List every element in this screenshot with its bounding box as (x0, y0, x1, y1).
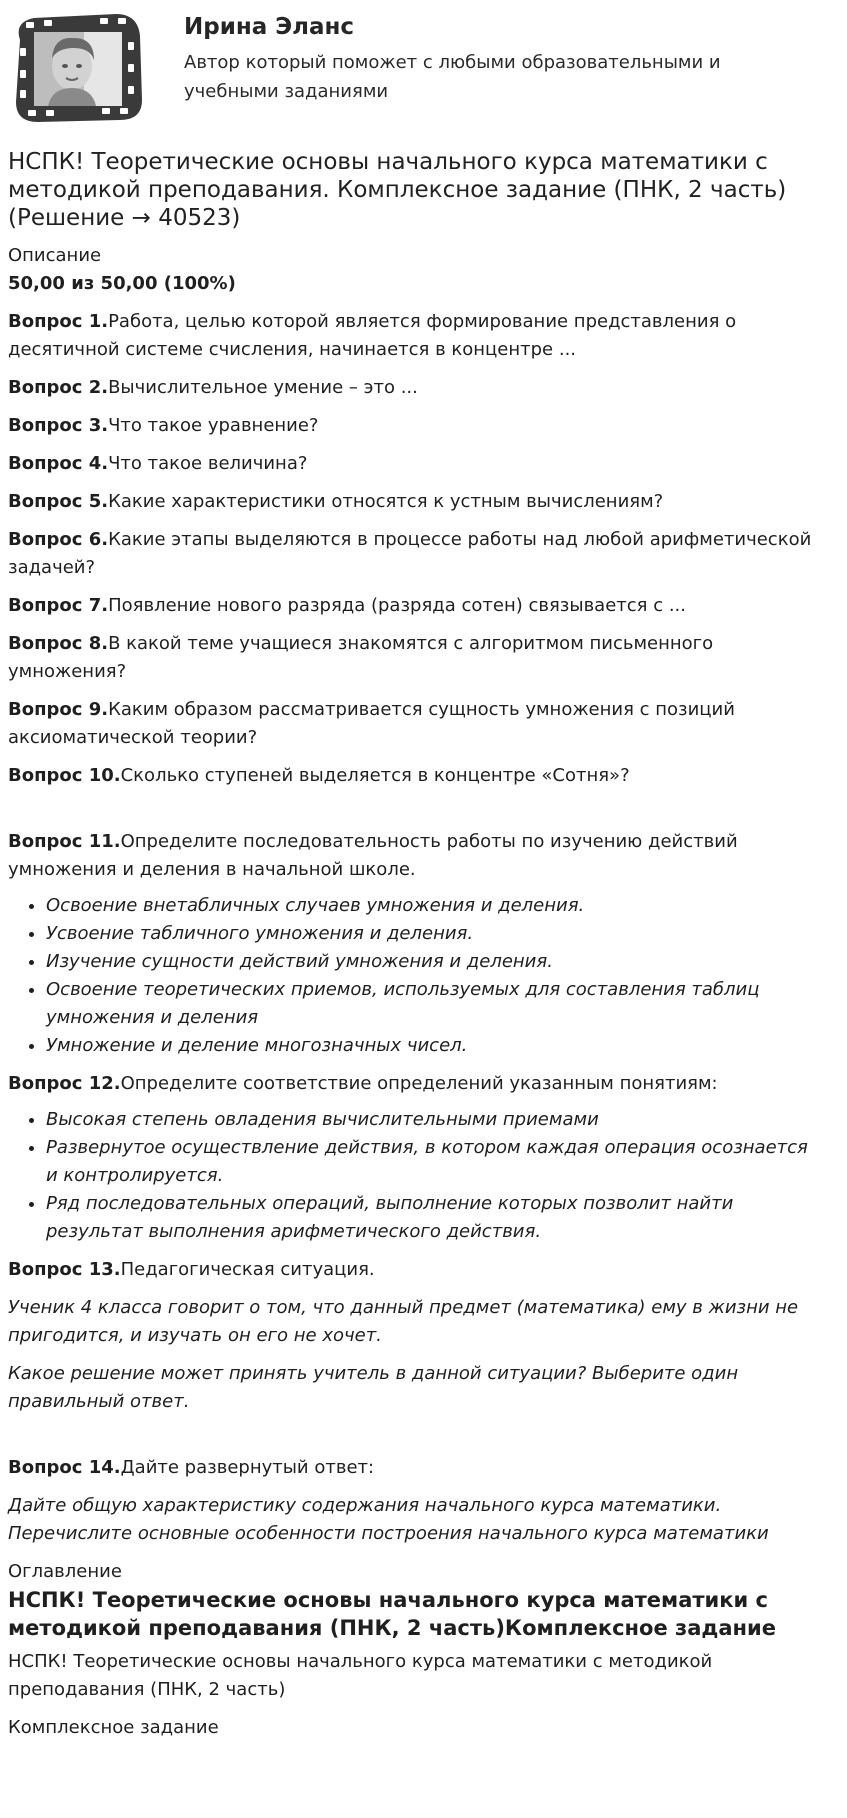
toc-item[interactable]: Комплексное задание (8, 1717, 219, 1738)
question-text: Каким образом рассматривается сущность умножения с позиций аксиоматической теории? (8, 699, 735, 748)
list-item: • Высокая степень овладения вычислительными приемами (46, 1106, 824, 1134)
question-7 (8, 592, 824, 620)
question-text: Работа, целью которой является формирование представления о десятичной системе счисления, начинается в концентре ... (8, 311, 737, 360)
list-item: • Развернутое осуществление действия, в котором каждая операция осознается и контролируется. (46, 1134, 824, 1190)
question-13 (8, 1256, 824, 1284)
question-label: Вопрос 5. (8, 491, 109, 512)
question-4 (8, 450, 824, 478)
question-label: Вопрос 3. (8, 415, 109, 436)
question-text: Что такое уравнение? (108, 415, 319, 436)
question-text: Сколько ступеней выделяется в концентре «Сотня»? (120, 765, 630, 786)
question-text: Какие этапы выделяются в процессе работы над любой арифметической задачей? (8, 529, 812, 578)
question-label: Вопрос 12. (8, 1073, 121, 1094)
question-3 (8, 412, 824, 440)
question-label: Вопрос 2. (8, 377, 109, 398)
question-12 (8, 1070, 824, 1098)
question-text: Педагогическая ситуация. (120, 1259, 375, 1280)
question-14 (8, 1454, 824, 1482)
question-text: Определите соответствие определений указанным понятиям: (120, 1073, 718, 1094)
question-text: В какой теме учащиеся знакомятся с алгоритмом письменного умножения? (8, 633, 714, 682)
author-block (0, 0, 847, 138)
main-content (0, 148, 832, 1742)
toc-item[interactable]: НСПК! Теоретические основы начального курса математики с методикой преподавания (ПНК, 2 часть) (8, 1651, 713, 1700)
question-1 (8, 308, 824, 364)
list-item: • Изучение сущности действий умножения и деления. (46, 948, 824, 976)
question-label: Вопрос 9. (8, 699, 109, 720)
author-description: Автор который поможет с любыми образовательными и учебными заданиями (184, 52, 721, 102)
question-text: Определите последовательность работы по изучению действий умножения и деления в начальной школе. (8, 831, 738, 880)
score: 50,00 из 50,00 (100%) (8, 273, 236, 294)
question-text: Вычислительное умение – это ... (108, 377, 418, 398)
question-label: Вопрос 6. (8, 529, 109, 550)
description-label: Описание (8, 245, 102, 266)
question-2 (8, 374, 824, 402)
question-9 (8, 696, 824, 752)
question-text: Появление нового разряда (разряда сотен) связывается с ... (108, 595, 687, 616)
question-label: Вопрос 14. (8, 1457, 121, 1478)
question-label: Вопрос 10. (8, 765, 121, 786)
list-item: • Умножение и деление многозначных чисел. (46, 1032, 824, 1060)
author-name[interactable]: Ирина Эланс (184, 14, 355, 40)
question-13-note: Какое решение может принять учитель в данной ситуации? Выберите один правильный ответ. (8, 1363, 739, 1412)
question-label: Вопрос 1. (8, 311, 109, 332)
question-10 (8, 762, 824, 790)
question-label: Вопрос 8. (8, 633, 109, 654)
question-label: Вопрос 13. (8, 1259, 121, 1280)
question-14-note: Дайте общую характеристику содержания начального курса математики. Перечислите основные особенности построения начального курса математики (8, 1495, 769, 1544)
question-8 (8, 630, 824, 686)
author-avatar[interactable] (8, 8, 146, 126)
question-label: Вопрос 11. (8, 831, 121, 852)
question-label: Вопрос 7. (8, 595, 109, 616)
toc-label: Оглавление (8, 1561, 122, 1582)
question-label: Вопрос 4. (8, 453, 109, 474)
question-13-note: Ученик 4 класса говорит о том, что данный предмет (математика) ему в жизни не пригодится, и изучать он его не хочет. (8, 1297, 799, 1346)
question-text: Дайте развернутый ответ: (120, 1457, 375, 1478)
question-5 (8, 488, 824, 516)
question-11-options (8, 892, 824, 1060)
list-item: • Освоение внетабличных случаев умножения и деления. (46, 892, 824, 920)
question-text: Какие характеристики относятся к устным вычислениям? (108, 491, 664, 512)
question-12-options (8, 1106, 824, 1246)
page-title: НСПК! Теоретические основы начального курса математики с методикой преподавания. Комплексное задание (ПНК, 2 часть) (Решение → 40523) (8, 149, 787, 231)
question-6 (8, 526, 824, 582)
question-11 (8, 828, 824, 884)
list-item: • Усвоение табличного умножения и деления. (46, 920, 824, 948)
list-item: • Ряд последовательных операций, выполнение которых позволит найти результат выполнения арифметического действия. (46, 1190, 824, 1246)
list-item: • Освоение теоретических приемов, используемых для составления таблиц умножения и деления (46, 976, 824, 1032)
question-text: Что такое величина? (108, 453, 308, 474)
toc-title: НСПК! Теоретические основы начального курса математики с методикой преподавания (ПНК, 2 часть)Комплексное задание (8, 1588, 776, 1640)
